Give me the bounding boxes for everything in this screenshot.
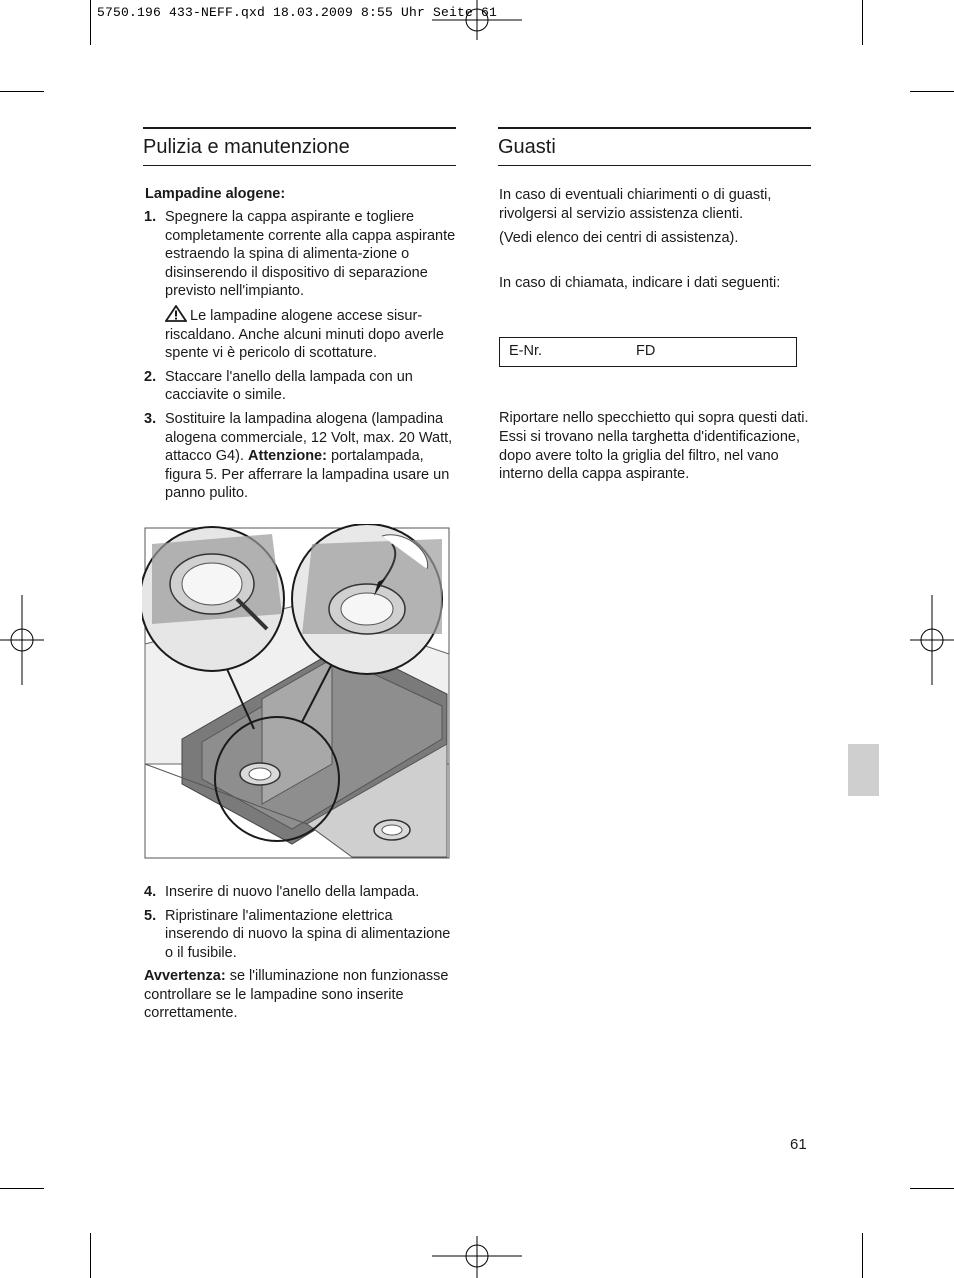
list-item [143,883,456,902]
lamp-replacement-illustration [142,524,452,864]
note-label: Avvertenza: [144,968,226,985]
paragraph: In caso di chiamata, indicare i dati seguenti: [499,274,781,291]
registration-mark-icon [432,1236,522,1278]
step-number: 5. [144,907,157,924]
step-number: 3. [144,410,157,427]
paragraph: In caso di eventuali chiarimenti o di guasti, rivolgersi al servizio assistenza clienti. [499,187,772,222]
warning-triangle-icon [165,305,187,322]
registration-mark-icon [910,595,954,685]
crop-mark [90,0,91,45]
list-item [143,208,456,363]
crop-mark [0,1188,44,1189]
section-title: Pulizia e manutenzione [143,127,456,166]
page-number: 61 [790,1136,807,1153]
step-text: Sostituire la lampadina alogena (lampadina alogena commerciale, 12 Volt, max. 20 Watt, attacco G4). [165,410,453,465]
crop-mark [862,0,863,45]
steps-list [143,208,456,503]
section-tab [848,744,879,796]
paragraph: Riportare nello specchietto qui sopra questi dati. Essi si trovano nella targhetta d'identificazione, dopo avere tolto la griglia del filtro, nel vano interno della cappa aspirante. [499,410,809,483]
attention-label: Attenzione: [248,448,327,465]
fd-label: FD [636,343,656,360]
step-text: Ripristinare l'alimentazione elettrica inserendo di nuovo la spina di alimentazione o il fusibile. [165,907,451,961]
step-text: Spegnere la cappa aspirante e togliere completamente corrente alla cappa aspirante estraendo la spina di alimenta-zione o disinserendo il dispositivo di separazione previsto nell'impianto. [165,209,456,300]
step-number: 2. [144,368,157,385]
crop-mark [862,1233,863,1278]
registration-mark-icon [0,595,44,685]
subsection-title: Lampadine alogene: [145,186,286,202]
section-title: Guasti [498,127,811,166]
warning-text: Le lampadine alogene accese sisur-riscaldano. Anche alcuni minuti dopo averle spente vi è pericolo di scottature. [165,307,444,362]
maintenance-column [143,127,456,1023]
steps-list-continued [143,883,456,962]
paragraph: (Vedi elenco dei centri di assistenza). [499,230,739,247]
crop-mark [910,1188,954,1189]
appliance-id-box [499,337,797,367]
step-number: 1. [144,209,157,225]
step-text: Inserire di nuovo l'anello della lampada. [165,883,420,900]
crop-mark [910,91,954,92]
crop-mark [0,91,44,92]
attention-text: portalampada, figura 5. Per afferrare la lampadina usare un panno pulito. [165,448,450,502]
troubleshooting-column [498,127,811,490]
warning-note [165,305,456,363]
step-number: 4. [144,883,157,900]
step-text: Staccare l'anello della lampada con un cacciavite o simile. [165,368,413,404]
list-item [143,368,456,405]
file-slug: 5750.196 433-NEFF.qxd 18.03.2009 8:55 Uhr Seite 61 [97,5,498,20]
list-item [143,410,456,503]
registration-mark-icon [432,0,522,40]
crop-mark [90,1233,91,1278]
note-text: se l'illuminazione non funzionasse controllare se le lampadine sono inserite correttamente. [144,968,449,1022]
enr-label: E-Nr. [509,343,543,360]
final-note [144,967,456,1023]
list-item [143,907,456,963]
